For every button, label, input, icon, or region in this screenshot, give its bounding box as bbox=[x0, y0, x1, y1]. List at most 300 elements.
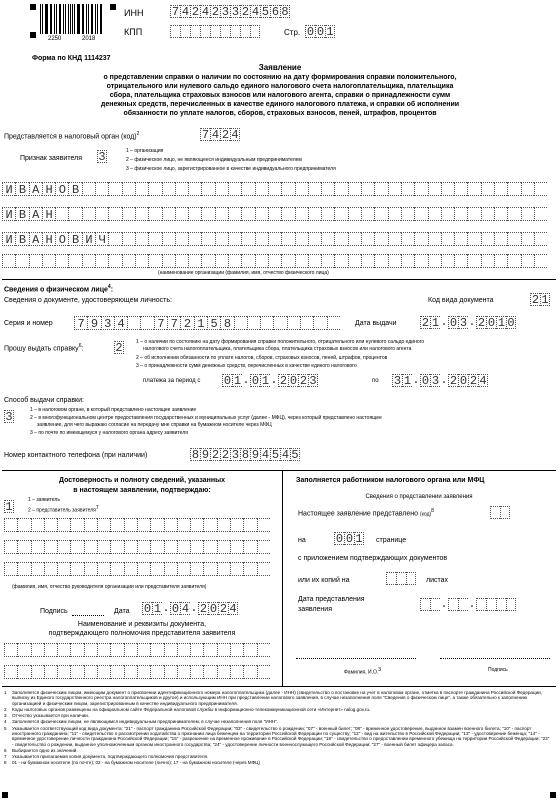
input-cell[interactable] bbox=[57, 562, 70, 576]
input-cell[interactable] bbox=[57, 518, 70, 532]
input-cell[interactable]: 8 bbox=[281, 5, 289, 19]
input-cell[interactable]: А bbox=[29, 182, 42, 196]
input-cell[interactable]: 7 bbox=[74, 316, 87, 330]
input-cell[interactable] bbox=[507, 182, 520, 196]
input-cell[interactable] bbox=[255, 254, 268, 268]
input-cell[interactable] bbox=[137, 665, 150, 679]
input-cell[interactable] bbox=[308, 182, 321, 196]
input-cell[interactable] bbox=[454, 207, 467, 221]
input-cell[interactable] bbox=[401, 207, 414, 221]
input-cell[interactable] bbox=[70, 540, 83, 554]
name-row-extra[interactable] bbox=[2, 254, 547, 268]
period-from-field[interactable] bbox=[222, 374, 318, 387]
input-cell[interactable] bbox=[268, 232, 281, 246]
input-cell[interactable]: 4 bbox=[181, 602, 190, 616]
input-cell[interactable]: 9 bbox=[251, 448, 260, 462]
input-cell[interactable] bbox=[295, 182, 308, 196]
input-cell[interactable] bbox=[4, 665, 17, 679]
input-cell[interactable]: 3 bbox=[309, 374, 317, 388]
input-cell[interactable]: А bbox=[29, 207, 42, 221]
input-cell[interactable]: 2 bbox=[115, 341, 123, 355]
input-cell[interactable]: 2 bbox=[211, 5, 220, 19]
input-cell[interactable] bbox=[215, 254, 228, 268]
input-cell[interactable] bbox=[458, 598, 468, 611]
input-cell[interactable] bbox=[230, 665, 243, 679]
input-cell[interactable] bbox=[281, 232, 294, 246]
input-cell[interactable] bbox=[257, 562, 270, 576]
input-cell[interactable] bbox=[84, 518, 97, 532]
input-cell[interactable] bbox=[148, 232, 161, 246]
input-cell[interactable]: В bbox=[68, 232, 81, 246]
input-cell[interactable]: 7 bbox=[201, 128, 210, 142]
input-cell[interactable]: . bbox=[440, 597, 448, 611]
input-cell[interactable]: 1 bbox=[5, 500, 13, 514]
input-cell[interactable] bbox=[430, 598, 440, 611]
input-cell[interactable] bbox=[68, 254, 81, 268]
input-cell[interactable]: 1 bbox=[153, 602, 162, 616]
input-cell[interactable] bbox=[150, 540, 163, 554]
input-cell[interactable]: 4 bbox=[211, 128, 220, 142]
input-cell[interactable]: 2 bbox=[191, 5, 200, 19]
input-cell[interactable] bbox=[454, 182, 467, 196]
input-cell[interactable]: 4 bbox=[114, 316, 127, 330]
input-cell[interactable] bbox=[348, 207, 361, 221]
input-cell[interactable] bbox=[506, 598, 516, 611]
input-cell[interactable] bbox=[388, 207, 401, 221]
input-cell[interactable] bbox=[334, 232, 347, 246]
input-cell[interactable]: В bbox=[15, 232, 28, 246]
input-cell[interactable] bbox=[17, 562, 30, 576]
input-cell[interactable]: 3 bbox=[231, 5, 240, 19]
input-cell[interactable] bbox=[188, 232, 201, 246]
input-cell[interactable] bbox=[388, 182, 401, 196]
rep-name-row[interactable] bbox=[4, 562, 270, 576]
input-cell[interactable] bbox=[84, 540, 97, 554]
input-cell[interactable] bbox=[17, 540, 30, 554]
input-cell[interactable]: 4 bbox=[479, 374, 487, 388]
input-cell[interactable] bbox=[534, 232, 547, 246]
input-cell[interactable] bbox=[164, 562, 177, 576]
input-cell[interactable]: О bbox=[55, 182, 68, 196]
input-cell[interactable] bbox=[406, 572, 416, 585]
input-cell[interactable]: 3 bbox=[231, 448, 240, 462]
input-cell[interactable] bbox=[428, 232, 441, 246]
input-cell[interactable] bbox=[241, 232, 254, 246]
input-cell[interactable]: 5 bbox=[291, 448, 299, 462]
input-cell[interactable] bbox=[414, 182, 427, 196]
input-cell[interactable] bbox=[255, 182, 268, 196]
input-cell[interactable]: 0 bbox=[487, 316, 496, 330]
input-cell[interactable] bbox=[95, 182, 108, 196]
input-cell[interactable]: 2 bbox=[299, 374, 308, 388]
input-cell[interactable] bbox=[441, 207, 454, 221]
input-cell[interactable] bbox=[401, 182, 414, 196]
input-cell[interactable]: Н bbox=[42, 182, 55, 196]
input-cell[interactable] bbox=[228, 254, 241, 268]
input-cell[interactable] bbox=[241, 207, 254, 221]
input-cell[interactable] bbox=[201, 182, 214, 196]
input-cell[interactable]: И bbox=[2, 182, 15, 196]
input-cell[interactable] bbox=[180, 25, 190, 38]
input-cell[interactable]: 4 bbox=[181, 5, 190, 19]
input-cell[interactable]: 0 bbox=[316, 25, 325, 39]
input-cell[interactable] bbox=[321, 182, 334, 196]
input-cell[interactable]: 0 bbox=[507, 316, 515, 330]
tax-office-field[interactable] bbox=[200, 128, 240, 141]
input-cell[interactable] bbox=[17, 665, 30, 679]
input-cell[interactable]: 3 bbox=[431, 374, 440, 388]
input-cell[interactable]: 3 bbox=[5, 410, 13, 424]
input-cell[interactable] bbox=[281, 207, 294, 221]
input-cell[interactable] bbox=[414, 207, 427, 221]
input-cell[interactable]: 2 bbox=[279, 374, 288, 388]
input-cell[interactable] bbox=[82, 182, 95, 196]
input-cell[interactable]: Н bbox=[42, 207, 55, 221]
input-cell[interactable] bbox=[230, 518, 243, 532]
input-cell[interactable]: 0 bbox=[421, 374, 430, 388]
input-cell[interactable] bbox=[201, 232, 214, 246]
input-cell[interactable]: . bbox=[412, 373, 420, 387]
input-cell[interactable] bbox=[127, 316, 140, 330]
input-cell[interactable]: 4 bbox=[229, 602, 237, 616]
input-cell[interactable] bbox=[521, 182, 534, 196]
input-cell[interactable]: 4 bbox=[251, 5, 260, 19]
input-cell[interactable]: 1 bbox=[497, 316, 506, 330]
input-cell[interactable] bbox=[348, 232, 361, 246]
input-cell[interactable] bbox=[534, 207, 547, 221]
input-cell[interactable] bbox=[17, 518, 30, 532]
input-cell[interactable]: 3 bbox=[221, 5, 230, 19]
input-cell[interactable] bbox=[68, 207, 81, 221]
input-cell[interactable] bbox=[190, 562, 203, 576]
input-cell[interactable] bbox=[162, 207, 175, 221]
input-cell[interactable] bbox=[230, 25, 240, 38]
inn-field[interactable] bbox=[170, 5, 290, 18]
input-cell[interactable] bbox=[137, 643, 150, 657]
input-cell[interactable] bbox=[215, 182, 228, 196]
input-cell[interactable] bbox=[308, 254, 321, 268]
input-cell[interactable]: 3 bbox=[98, 150, 106, 164]
input-cell[interactable] bbox=[507, 254, 520, 268]
input-cell[interactable] bbox=[507, 207, 520, 221]
input-cell[interactable] bbox=[150, 562, 163, 576]
input-cell[interactable] bbox=[137, 562, 150, 576]
input-cell[interactable]: 6 bbox=[271, 5, 280, 19]
input-cell[interactable] bbox=[454, 254, 467, 268]
input-cell[interactable]: 8 bbox=[220, 316, 233, 330]
input-cell[interactable] bbox=[448, 598, 458, 611]
input-cell[interactable] bbox=[17, 643, 30, 657]
input-cell[interactable] bbox=[217, 518, 230, 532]
input-cell[interactable] bbox=[490, 506, 500, 519]
input-cell[interactable] bbox=[70, 643, 83, 657]
input-cell[interactable] bbox=[228, 207, 241, 221]
input-cell[interactable] bbox=[268, 254, 281, 268]
input-cell[interactable] bbox=[234, 316, 247, 330]
input-cell[interactable]: 2 bbox=[241, 5, 250, 19]
input-cell[interactable] bbox=[190, 540, 203, 554]
input-cell[interactable] bbox=[84, 665, 97, 679]
input-cell[interactable] bbox=[374, 182, 387, 196]
input-cell[interactable]: 1 bbox=[431, 316, 440, 330]
input-cell[interactable] bbox=[396, 572, 406, 585]
input-cell[interactable]: 3 bbox=[101, 316, 114, 330]
input-cell[interactable]: 9 bbox=[87, 316, 100, 330]
input-cell[interactable] bbox=[97, 562, 110, 576]
input-cell[interactable] bbox=[57, 643, 70, 657]
input-cell[interactable]: 0 bbox=[289, 374, 298, 388]
input-cell[interactable] bbox=[162, 232, 175, 246]
input-cell[interactable] bbox=[84, 643, 97, 657]
input-cell[interactable] bbox=[82, 254, 95, 268]
input-cell[interactable] bbox=[150, 643, 163, 657]
input-cell[interactable]: 8 bbox=[241, 448, 250, 462]
input-cell[interactable] bbox=[148, 207, 161, 221]
input-cell[interactable] bbox=[496, 598, 506, 611]
input-cell[interactable] bbox=[321, 232, 334, 246]
input-cell[interactable] bbox=[257, 665, 270, 679]
input-cell[interactable] bbox=[414, 254, 427, 268]
input-cell[interactable] bbox=[122, 254, 135, 268]
input-cell[interactable]: 0 bbox=[171, 602, 180, 616]
submit-date-field[interactable] bbox=[420, 598, 516, 611]
input-cell[interactable] bbox=[494, 232, 507, 246]
input-cell[interactable]: 3 bbox=[393, 374, 402, 388]
input-cell[interactable]: 1 bbox=[261, 374, 270, 388]
input-cell[interactable] bbox=[135, 232, 148, 246]
input-cell[interactable] bbox=[110, 665, 123, 679]
input-cell[interactable]: 0 bbox=[223, 374, 232, 388]
input-cell[interactable] bbox=[31, 665, 44, 679]
input-cell[interactable]: . bbox=[440, 373, 448, 387]
input-cell[interactable] bbox=[97, 665, 110, 679]
input-cell[interactable] bbox=[95, 207, 108, 221]
series-field[interactable] bbox=[74, 316, 340, 330]
input-cell[interactable] bbox=[220, 25, 230, 38]
input-cell[interactable] bbox=[190, 518, 203, 532]
input-cell[interactable] bbox=[148, 254, 161, 268]
rep-name-row[interactable] bbox=[4, 518, 270, 532]
pages-field[interactable] bbox=[334, 532, 364, 545]
issue-date-field[interactable] bbox=[420, 316, 516, 329]
input-cell[interactable] bbox=[348, 254, 361, 268]
input-cell[interactable] bbox=[70, 562, 83, 576]
input-cell[interactable] bbox=[388, 232, 401, 246]
input-cell[interactable] bbox=[308, 232, 321, 246]
input-cell[interactable] bbox=[454, 232, 467, 246]
input-cell[interactable] bbox=[257, 643, 270, 657]
input-cell[interactable]: 0 bbox=[345, 532, 354, 546]
input-cell[interactable] bbox=[273, 316, 286, 330]
input-cell[interactable] bbox=[188, 254, 201, 268]
input-cell[interactable]: . bbox=[440, 315, 448, 329]
input-cell[interactable]: 0 bbox=[251, 374, 260, 388]
input-cell[interactable]: 4 bbox=[231, 128, 239, 142]
input-cell[interactable]: 0 bbox=[209, 602, 218, 616]
input-cell[interactable] bbox=[467, 207, 480, 221]
input-cell[interactable] bbox=[164, 665, 177, 679]
input-cell[interactable] bbox=[122, 232, 135, 246]
phone-field[interactable] bbox=[190, 448, 300, 461]
input-cell[interactable] bbox=[467, 182, 480, 196]
input-cell[interactable] bbox=[200, 25, 210, 38]
input-cell[interactable]: 1 bbox=[403, 374, 412, 388]
input-cell[interactable] bbox=[190, 665, 203, 679]
input-cell[interactable] bbox=[481, 254, 494, 268]
name-row-lastname[interactable] bbox=[2, 182, 547, 196]
input-cell[interactable] bbox=[42, 254, 55, 268]
input-cell[interactable] bbox=[177, 540, 190, 554]
input-cell[interactable]: . bbox=[162, 601, 170, 615]
page-field[interactable] bbox=[305, 25, 335, 38]
input-cell[interactable]: 4 bbox=[261, 448, 270, 462]
input-cell[interactable] bbox=[122, 182, 135, 196]
input-cell[interactable] bbox=[97, 540, 110, 554]
period-to-field[interactable] bbox=[392, 374, 488, 387]
input-cell[interactable] bbox=[243, 665, 256, 679]
input-cell[interactable] bbox=[162, 182, 175, 196]
input-cell[interactable]: 2 bbox=[211, 448, 220, 462]
input-cell[interactable] bbox=[110, 562, 123, 576]
input-cell[interactable] bbox=[401, 254, 414, 268]
input-cell[interactable] bbox=[4, 540, 17, 554]
input-cell[interactable] bbox=[2, 254, 15, 268]
input-cell[interactable]: 2 bbox=[449, 374, 458, 388]
input-cell[interactable] bbox=[203, 540, 216, 554]
input-cell[interactable] bbox=[57, 540, 70, 554]
input-cell[interactable] bbox=[135, 207, 148, 221]
input-cell[interactable] bbox=[300, 316, 313, 330]
input-cell[interactable] bbox=[467, 254, 480, 268]
input-cell[interactable] bbox=[110, 643, 123, 657]
input-cell[interactable] bbox=[243, 518, 256, 532]
input-cell[interactable] bbox=[327, 316, 340, 330]
input-cell[interactable]: 0 bbox=[335, 532, 344, 546]
input-cell[interactable] bbox=[494, 207, 507, 221]
input-cell[interactable] bbox=[137, 518, 150, 532]
kpp-field[interactable] bbox=[170, 25, 260, 38]
input-cell[interactable] bbox=[386, 572, 396, 585]
input-cell[interactable] bbox=[162, 254, 175, 268]
input-cell[interactable]: 2 bbox=[221, 448, 230, 462]
input-cell[interactable] bbox=[150, 665, 163, 679]
input-cell[interactable] bbox=[281, 182, 294, 196]
input-cell[interactable] bbox=[428, 182, 441, 196]
input-cell[interactable] bbox=[313, 316, 326, 330]
input-cell[interactable] bbox=[228, 182, 241, 196]
input-cell[interactable]: 4 bbox=[201, 5, 210, 19]
input-cell[interactable]: И bbox=[82, 232, 95, 246]
input-cell[interactable]: 2 bbox=[199, 602, 208, 616]
input-cell[interactable] bbox=[481, 182, 494, 196]
input-cell[interactable]: 2 bbox=[219, 602, 228, 616]
input-cell[interactable] bbox=[31, 643, 44, 657]
input-cell[interactable] bbox=[361, 182, 374, 196]
input-cell[interactable] bbox=[240, 25, 250, 38]
input-cell[interactable]: 3 bbox=[459, 316, 468, 330]
input-cell[interactable]: А bbox=[29, 232, 42, 246]
input-cell[interactable] bbox=[190, 25, 200, 38]
input-cell[interactable]: 2 bbox=[421, 316, 430, 330]
input-cell[interactable] bbox=[4, 518, 17, 532]
input-cell[interactable] bbox=[29, 254, 42, 268]
input-cell[interactable] bbox=[247, 316, 260, 330]
input-cell[interactable] bbox=[215, 232, 228, 246]
input-cell[interactable] bbox=[124, 665, 137, 679]
input-cell[interactable]: 2 bbox=[469, 374, 478, 388]
input-cell[interactable] bbox=[230, 562, 243, 576]
input-cell[interactable] bbox=[441, 254, 454, 268]
input-cell[interactable] bbox=[44, 643, 57, 657]
input-cell[interactable] bbox=[55, 207, 68, 221]
applicant-field[interactable] bbox=[97, 150, 107, 163]
input-cell[interactable]: . bbox=[468, 597, 476, 611]
input-cell[interactable] bbox=[4, 643, 17, 657]
input-cell[interactable] bbox=[321, 254, 334, 268]
input-cell[interactable] bbox=[135, 254, 148, 268]
input-cell[interactable] bbox=[140, 316, 153, 330]
input-cell[interactable] bbox=[203, 562, 216, 576]
input-cell[interactable] bbox=[441, 182, 454, 196]
input-cell[interactable]: И bbox=[2, 232, 15, 246]
input-cell[interactable] bbox=[201, 207, 214, 221]
input-cell[interactable]: . bbox=[270, 373, 278, 387]
input-cell[interactable]: 9 bbox=[201, 448, 210, 462]
input-cell[interactable] bbox=[260, 316, 273, 330]
input-cell[interactable]: 1 bbox=[233, 374, 242, 388]
copies-field[interactable] bbox=[386, 572, 416, 585]
input-cell[interactable]: 2 bbox=[180, 316, 193, 330]
input-cell[interactable] bbox=[534, 254, 547, 268]
input-cell[interactable] bbox=[507, 232, 520, 246]
input-cell[interactable] bbox=[243, 540, 256, 554]
input-cell[interactable] bbox=[361, 207, 374, 221]
input-cell[interactable]: О bbox=[55, 232, 68, 246]
input-cell[interactable]: 1 bbox=[326, 25, 334, 39]
input-cell[interactable]: 8 bbox=[191, 448, 200, 462]
input-cell[interactable]: 1 bbox=[194, 316, 207, 330]
input-cell[interactable] bbox=[188, 182, 201, 196]
input-cell[interactable] bbox=[217, 540, 230, 554]
input-cell[interactable] bbox=[230, 540, 243, 554]
input-cell[interactable] bbox=[241, 254, 254, 268]
input-cell[interactable] bbox=[203, 665, 216, 679]
input-cell[interactable] bbox=[295, 207, 308, 221]
name-row-patronymic[interactable] bbox=[2, 232, 547, 246]
input-cell[interactable] bbox=[150, 518, 163, 532]
input-cell[interactable]: 0 bbox=[306, 25, 315, 39]
input-cell[interactable] bbox=[177, 562, 190, 576]
input-cell[interactable] bbox=[521, 232, 534, 246]
input-cell[interactable] bbox=[250, 25, 260, 38]
input-cell[interactable] bbox=[241, 182, 254, 196]
input-cell[interactable] bbox=[287, 316, 300, 330]
input-cell[interactable] bbox=[124, 562, 137, 576]
input-cell[interactable] bbox=[70, 518, 83, 532]
input-cell[interactable] bbox=[428, 207, 441, 221]
input-cell[interactable] bbox=[494, 182, 507, 196]
input-cell[interactable]: 1 bbox=[355, 532, 363, 546]
input-cell[interactable] bbox=[255, 207, 268, 221]
input-cell[interactable] bbox=[494, 254, 507, 268]
input-cell[interactable] bbox=[175, 182, 188, 196]
rep-doc-row[interactable] bbox=[4, 665, 270, 679]
input-cell[interactable] bbox=[137, 540, 150, 554]
sign-date-field[interactable] bbox=[142, 602, 238, 615]
input-cell[interactable] bbox=[210, 25, 220, 38]
presented-code-field[interactable] bbox=[490, 506, 510, 519]
input-cell[interactable] bbox=[108, 207, 121, 221]
